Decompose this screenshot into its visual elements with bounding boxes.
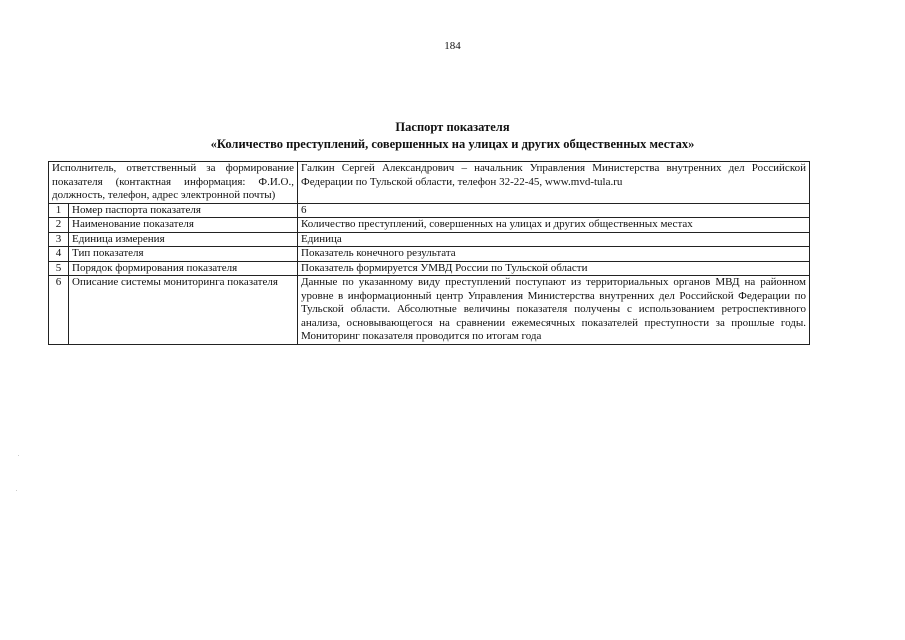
table-row [49, 261, 810, 276]
row-label: Тип показателя [69, 247, 298, 262]
executor-value: Галкин Сергей Александрович – начальник Управления Министерства внутренних дел Российской Федерации по Тульской области, телефон 32-22-45, www.mvd-tula.ru [298, 162, 810, 204]
scan-artifact [16, 490, 17, 491]
row-label: Порядок формирования показателя [69, 261, 298, 276]
row-label: Наименование показателя [69, 218, 298, 233]
row-value: 6 [298, 203, 810, 218]
table-row [49, 218, 810, 233]
row-number: 4 [49, 247, 69, 262]
row-value: Единица [298, 232, 810, 247]
row-number: 1 [49, 203, 69, 218]
indicator-passport-table [48, 161, 810, 345]
row-number: 3 [49, 232, 69, 247]
row-value: Показатель формируется УМВД России по Тульской области [298, 261, 810, 276]
row-number: 6 [49, 276, 69, 345]
row-value: Количество преступлений, совершенных на улицах и других общественных местах [298, 218, 810, 233]
row-value: Показатель конечного результата [298, 247, 810, 262]
row-label: Номер паспорта показателя [69, 203, 298, 218]
title-line-2: «Количество преступлений, совершенных на улицах и других общественных местах» [210, 137, 695, 151]
scan-artifact [18, 455, 19, 456]
row-label: Описание системы мониторинга показателя [69, 276, 298, 345]
row-value: Данные по указанному виду преступлений поступают из территориальных органов МВД на районном уровне в информационный центр Управления Министерства внутренних дел Российской Федерации по Тульской области. Абсолютные величины показателя получены с использованием ретроспективного анализа, основывающегося на сравнении ежемесячных показателей преступности за прошлые годы. Мониторинг показателя проводится по итогам года [298, 276, 810, 345]
table-row [49, 232, 810, 247]
row-label: Единица измерения [69, 232, 298, 247]
table-row [49, 203, 810, 218]
page-number: 184 [444, 40, 461, 52]
table-row [49, 247, 810, 262]
row-number: 5 [49, 261, 69, 276]
document-title [0, 119, 905, 153]
title-line-1: Паспорт показателя [395, 120, 510, 134]
table-row-executor [49, 162, 810, 204]
row-number: 2 [49, 218, 69, 233]
executor-label: Исполнитель, ответственный за формирование показателя (контактная информация: Ф.И.О., должность, телефон, адрес электронной почты) [49, 162, 298, 204]
table-row [49, 276, 810, 345]
